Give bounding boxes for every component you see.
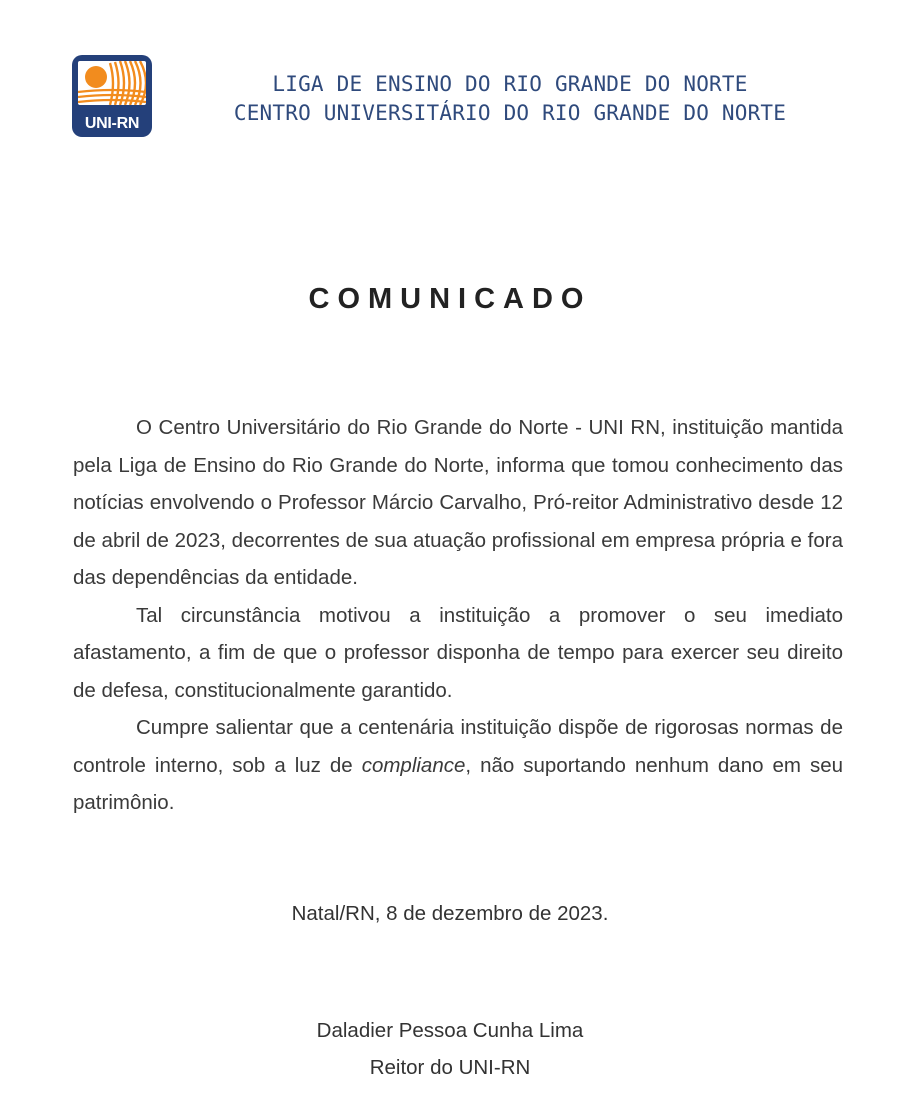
paragraph-1: O Centro Universitário do Rio Grande do Norte - UNI RN, instituição mantida pela Liga de Ensino do Rio Grande do Norte, informa que tomou conhecimento das notícias envolvendo o Professor Márcio Carvalho, Pró-reitor Administrativo desde 12 de abril de 2023, decorrentes de sua atuação profissional em empresa própria e fora das dependências da entidade. <box>73 416 843 589</box>
signatory-name: Daladier Pessoa Cunha Lima <box>316 1019 584 1042</box>
institution-header <box>160 70 860 128</box>
paragraph-3-text-start: Cumpre salientar que a centenária instituição dispõe de rigorosas normas de controle interno, sob a luz de <box>73 716 843 777</box>
logo-text: UNI-RN <box>84 115 140 132</box>
signatory-role: Reitor do UNI-RN <box>369 1056 531 1079</box>
signature-block <box>0 1012 900 1086</box>
header-line-1: LIGA DE ENSINO DO RIO GRANDE DO NORTE <box>272 72 748 96</box>
document-title: COMUNICADO <box>308 283 592 315</box>
document-date: Natal/RN, 8 de dezembro de 2023. <box>291 902 609 925</box>
paragraph-2: Tal circunstância motivou a instituição a promover o seu imediato afastamento, a fim de que o professor disponha de tempo para exercer seu direito de defesa, constitucionalmente garantido. <box>73 603 843 702</box>
document-body <box>73 409 843 822</box>
compliance-term: compliance <box>361 753 466 777</box>
paragraph-3-text-end: , não suportando nenhum dano em seu patrimônio. <box>73 753 843 814</box>
header-line-2: CENTRO UNIVERSITÁRIO DO RIO GRANDE DO NORTE <box>233 101 787 125</box>
paragraph-3 <box>73 709 843 822</box>
uni-rn-logo <box>72 55 152 137</box>
